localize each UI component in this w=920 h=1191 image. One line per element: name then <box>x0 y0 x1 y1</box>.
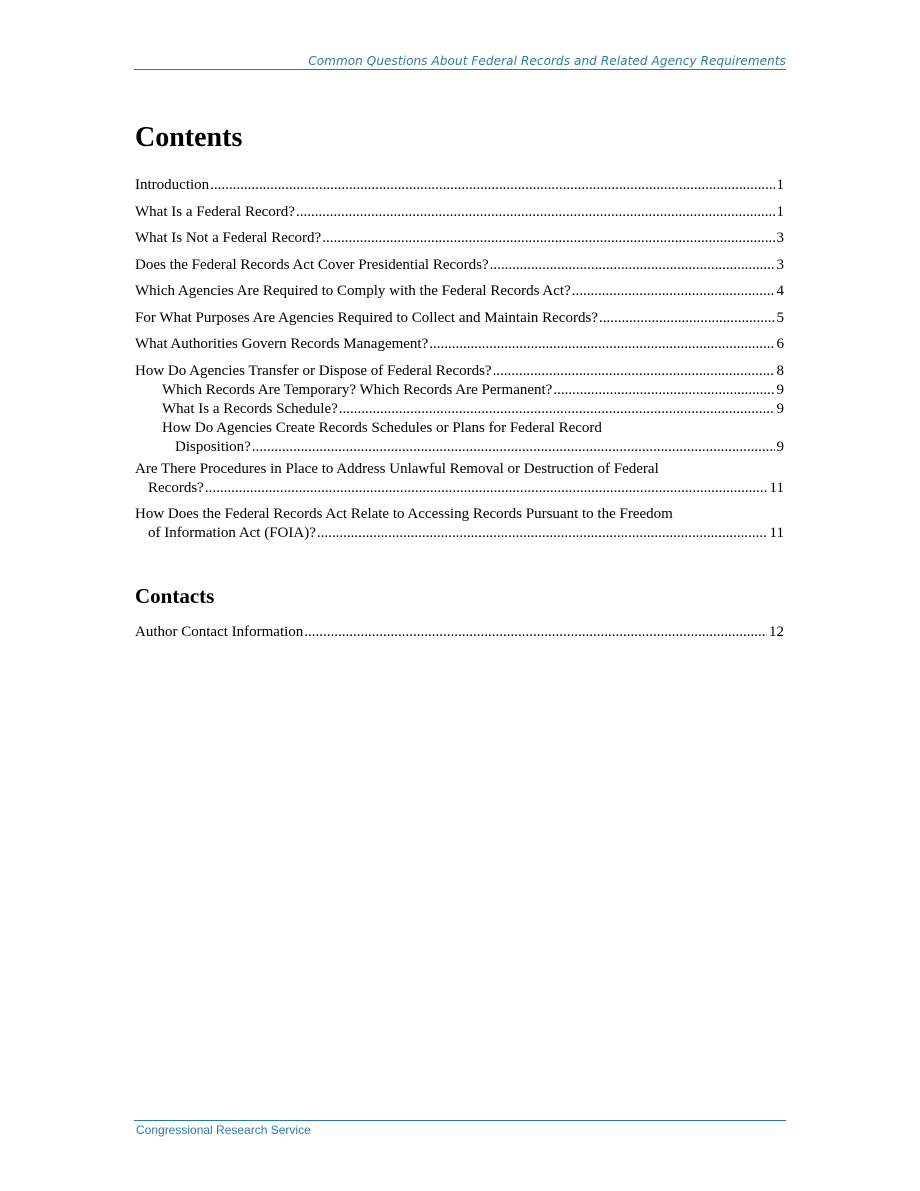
toc-leader-dots <box>209 176 774 195</box>
toc-leader-dots <box>295 203 775 222</box>
toc-entry-title: Author Contact Information <box>135 624 304 640</box>
footer-organization: Congressional Research Service <box>136 1123 311 1137</box>
toc-entry-page: 9 <box>776 400 784 417</box>
toc-entry-page: 4 <box>776 283 784 299</box>
toc-entry-title: For What Purposes Are Agencies Required to Collect and Maintain Records? <box>135 309 598 326</box>
contacts-heading: Contacts <box>135 584 215 608</box>
toc-leader-dots <box>204 479 768 498</box>
toc-leader-dots <box>428 335 774 354</box>
toc-entry-presidential-records[interactable] <box>135 256 784 275</box>
toc-leader-dots <box>492 362 775 381</box>
toc-entry-title: How Do Agencies Transfer or Dispose of Federal Records? <box>135 362 492 379</box>
toc-leader-dots <box>321 229 774 248</box>
toc-entry-title: Which Records Are Temporary? Which Records Are Permanent? <box>162 381 553 398</box>
toc-entry-title-line1: How Do Agencies Create Records Schedules or Plans for Federal Record <box>162 419 602 436</box>
toc-entry-page: 11 <box>769 525 784 541</box>
toc-leader-dots <box>251 438 775 457</box>
toc-leader-dots <box>598 309 775 328</box>
toc-entry-foia[interactable] <box>135 505 784 543</box>
contacts-list <box>135 623 784 650</box>
toc-entry-title: What Is a Federal Record? <box>135 203 295 220</box>
toc-entry-title: Which Agencies Are Required to Comply with the Federal Records Act? <box>135 283 571 299</box>
toc-entry-title: Does the Federal Records Act Cover Presidential Records? <box>135 256 489 273</box>
toc-entry-create-schedules[interactable] <box>135 419 784 457</box>
toc-entry-title-line1: Are There Procedures in Place to Address Unlawful Removal or Destruction of Federal <box>135 460 659 477</box>
toc-entry-records-schedule[interactable] <box>135 400 784 419</box>
toc-entry-title: What Authorities Govern Records Management? <box>135 336 429 352</box>
toc-entry-title: Introduction <box>135 177 210 193</box>
toc-entry-federal-record[interactable] <box>135 203 784 222</box>
toc-entry-page: 3 <box>776 256 784 273</box>
running-header: Common Questions About Federal Records and Related Agency Requirements <box>308 54 786 68</box>
toc-leader-dots <box>303 623 767 642</box>
toc-entry-page: 5 <box>776 309 784 326</box>
contents-heading: Contents <box>135 122 243 153</box>
toc-entry-page: 3 <box>776 230 784 246</box>
toc-entry-page: 12 <box>769 624 784 640</box>
toc-entry-author-contact[interactable] <box>135 623 784 642</box>
toc-leader-dots <box>489 256 775 275</box>
toc-entry-title-line1: How Does the Federal Records Act Relate to Accessing Records Pursuant to the Freedom <box>135 506 673 522</box>
header-rule <box>134 69 786 70</box>
toc-entry-title: What Is a Records Schedule? <box>162 400 338 417</box>
toc-entry-page: 8 <box>776 362 784 379</box>
toc-entry-purposes[interactable] <box>135 309 784 328</box>
toc-entry-unlawful-removal[interactable] <box>135 460 784 498</box>
toc-leader-dots <box>552 381 774 400</box>
table-of-contents <box>135 176 784 551</box>
toc-leader-dots <box>338 400 775 419</box>
toc-entry-authorities[interactable] <box>135 335 784 354</box>
toc-entry-temporary-permanent[interactable] <box>135 381 784 400</box>
toc-entry-page: 11 <box>769 479 784 496</box>
toc-entry-transfer-dispose[interactable] <box>135 362 784 381</box>
toc-entry-page: 1 <box>776 177 784 193</box>
toc-entry-title: What Is Not a Federal Record? <box>135 230 322 246</box>
toc-entry-not-federal-record[interactable] <box>135 229 784 248</box>
footer-rule <box>134 1120 786 1121</box>
toc-entry-page: 6 <box>776 336 784 352</box>
toc-entry-introduction[interactable] <box>135 176 784 195</box>
toc-entry-page: 9 <box>776 438 784 455</box>
toc-entry-page: 1 <box>776 203 784 220</box>
toc-entry-title-line2: of Information Act (FOIA)? <box>148 525 316 541</box>
toc-entry-title-line2: Disposition? <box>175 438 251 455</box>
toc-leader-dots <box>571 282 775 301</box>
toc-entry-title-line2: Records? <box>148 479 204 496</box>
toc-leader-dots <box>316 524 768 543</box>
toc-entry-agencies-comply[interactable] <box>135 282 784 301</box>
toc-entry-page: 9 <box>776 381 784 398</box>
